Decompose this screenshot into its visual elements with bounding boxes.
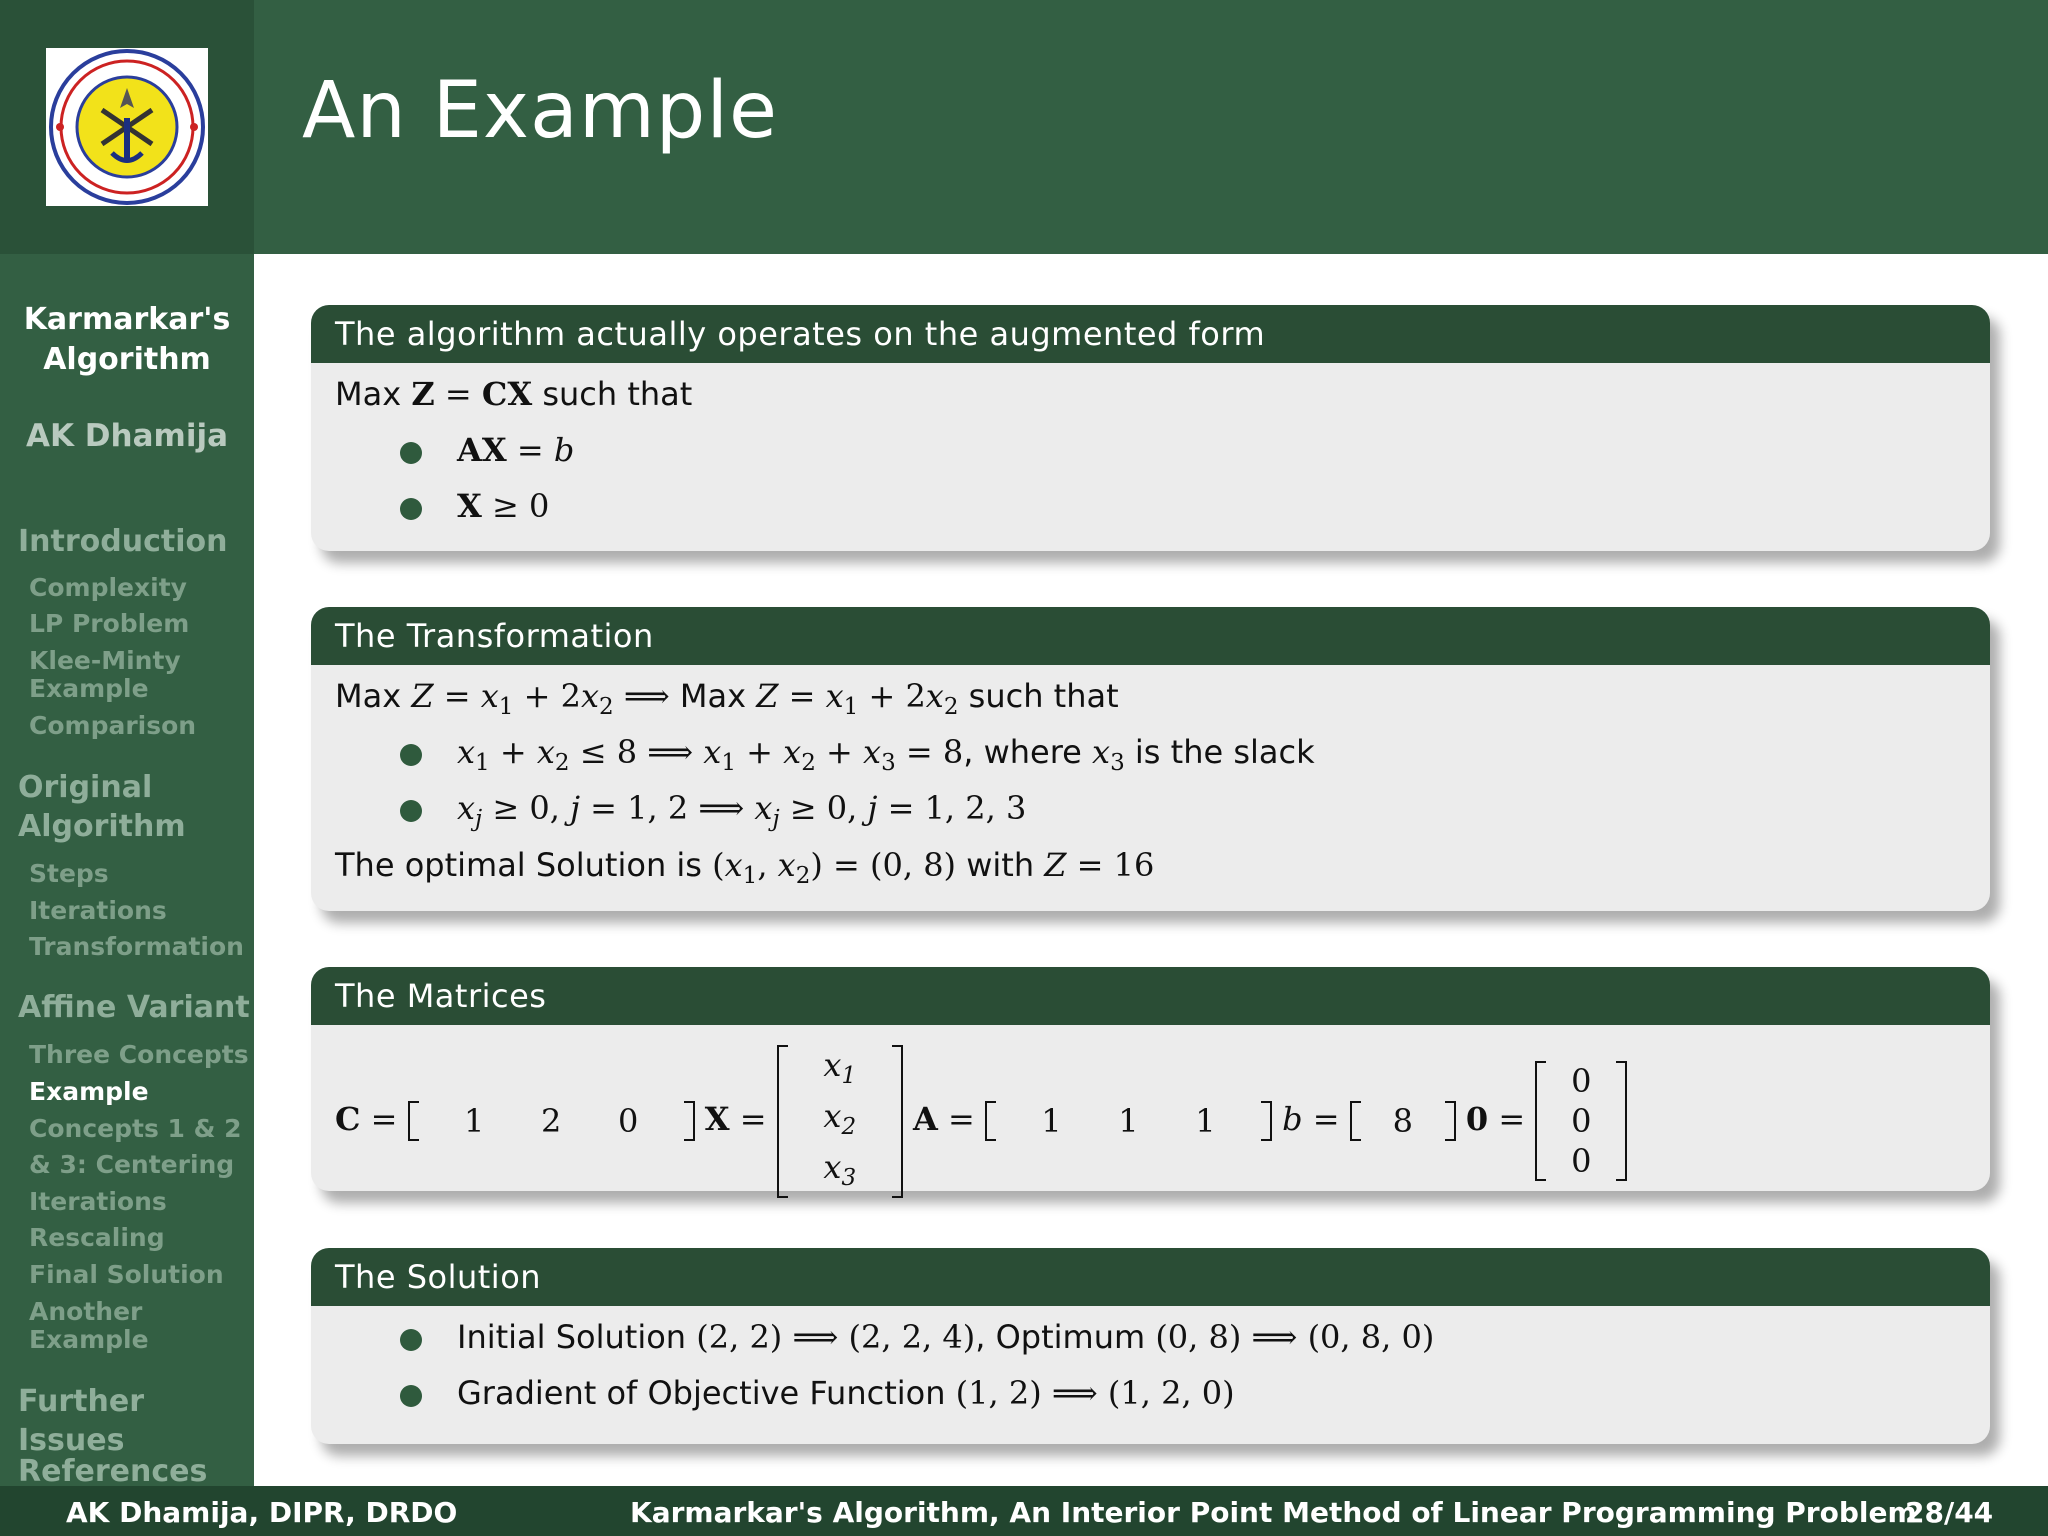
nav-section-original[interactable]: Original xyxy=(18,770,153,805)
emblem-icon xyxy=(46,48,208,206)
matrices-line: C = 1 2 0 X = $x_1$ $x_2$ $x_3$ A = 1 1 1 b = 8 0 = 0 0 0 xyxy=(335,1045,1627,1198)
matrix-b: 8 xyxy=(1350,1101,1456,1141)
block-title: The Solution xyxy=(311,1248,1990,1306)
bullet-icon xyxy=(400,744,422,766)
bullet-icon xyxy=(400,800,422,822)
footer-title: Karmarkar's Algorithm, An Interior Point Method of Linear Programming Problem xyxy=(630,1496,1917,1529)
sidebar-presentation-title[interactable] xyxy=(0,300,254,380)
nav-item-lp-problem[interactable]: LP Problem xyxy=(29,609,190,638)
nav-item-klee-minty-example[interactable]: Example xyxy=(29,674,149,703)
matrix-a: 1 1 1 xyxy=(985,1101,1272,1141)
logo-panel xyxy=(0,0,254,254)
block-solution xyxy=(311,1248,1990,1444)
sidebar-title-line: Algorithm xyxy=(43,342,211,377)
nav-item-transformation[interactable]: Transformation xyxy=(29,932,244,961)
nav-section-further-issues[interactable]: Further Issues xyxy=(18,1384,144,1458)
drdo-logo xyxy=(46,48,208,206)
block-title: The Matrices xyxy=(311,967,1990,1025)
matrix-x: $x_1$ $x_2$ $x_3$ xyxy=(777,1045,903,1198)
nav-item-rescaling[interactable]: Rescaling xyxy=(29,1223,165,1252)
slide-title: An Example xyxy=(302,66,778,156)
constraint-equality: AX = b xyxy=(457,431,575,469)
nav-item-another[interactable]: Another xyxy=(29,1297,143,1326)
nav-item-concepts-1-2[interactable]: Concepts 1 & 2 xyxy=(29,1114,242,1143)
nav-item-final-solution[interactable]: Final Solution xyxy=(29,1260,224,1289)
block-augmented-form xyxy=(311,305,1990,551)
constraint-nonnegativity: X ≥ 0 xyxy=(457,487,550,525)
block-title: The algorithm actually operates on the augmented form xyxy=(311,305,1990,363)
footer-author: AK Dhamija, DIPR, DRDO xyxy=(66,1496,458,1529)
nonnegativity-constraint: $x_j \ge 0$, j = 1, 2 ⟹ $x_j \ge 0$, j = 1, 2, 3 xyxy=(457,789,1027,832)
nav-item-iterations-affine[interactable]: Iterations xyxy=(29,1187,167,1216)
sidebar-title-line: Karmarkar's xyxy=(23,302,231,337)
nav-item-comparison[interactable]: Comparison xyxy=(29,711,197,740)
nav-item-steps[interactable]: Steps xyxy=(29,859,109,888)
bullet-icon xyxy=(400,498,422,520)
slack-constraint: $x_1 + x_2 \le 8$ ⟹ $x_1 + x_2 + x_3 = 8$, where $x_3$ is the slack xyxy=(457,733,1315,776)
matrix-zero: 0 0 0 xyxy=(1535,1061,1627,1181)
block-transformation xyxy=(311,607,1990,911)
nav-section-algorithm[interactable]: Algorithm xyxy=(18,809,186,844)
page-number: 28/44 xyxy=(1905,1496,1994,1529)
nav-item-complexity[interactable]: Complexity xyxy=(29,573,187,602)
slide-footer xyxy=(0,1486,2048,1536)
nav-item-three-concepts[interactable]: Three Concepts xyxy=(29,1040,249,1069)
initial-solution-line: Initial Solution (2, 2) ⟹ (2, 2, 4), Optimum (0, 8) ⟹ (0, 8, 0) xyxy=(457,1318,1435,1356)
objective-transform-line: Max $Z = x_1 + 2x_2$ ⟹ Max $Z = x_1 + 2x_2$ such that xyxy=(335,677,1119,720)
nav-section-introduction[interactable]: Introduction xyxy=(18,524,228,559)
bullet-icon xyxy=(400,442,422,464)
sidebar-nav xyxy=(0,254,254,1486)
sidebar-author[interactable]: AK Dhamija xyxy=(26,418,228,454)
matrix-c: 1 2 0 xyxy=(408,1101,695,1141)
bullet-icon xyxy=(400,1329,422,1351)
nav-item-centering[interactable]: & 3: Centering xyxy=(29,1150,235,1179)
nav-item-example-current[interactable]: Example xyxy=(29,1077,149,1106)
nav-item-iterations[interactable]: Iterations xyxy=(29,896,167,925)
optimal-solution-line: The optimal Solution is ($x_1$, $x_2) = (0$, 8) with Z = 16 xyxy=(335,846,1155,889)
nav-section-affine-variant[interactable]: Affine Variant xyxy=(18,990,250,1025)
nav-section-references[interactable]: References xyxy=(18,1454,208,1486)
bullet-icon xyxy=(400,1385,422,1407)
gradient-line: Gradient of Objective Function (1, 2) ⟹ (1, 2, 0) xyxy=(457,1374,1235,1412)
nav-item-klee-minty[interactable]: Klee-Minty xyxy=(29,646,181,675)
objective-line: Max Z = CX such that xyxy=(335,375,693,413)
nav-item-another-example[interactable]: Example xyxy=(29,1325,149,1354)
block-title: The Transformation xyxy=(311,607,1990,665)
block-matrices xyxy=(311,967,1990,1191)
